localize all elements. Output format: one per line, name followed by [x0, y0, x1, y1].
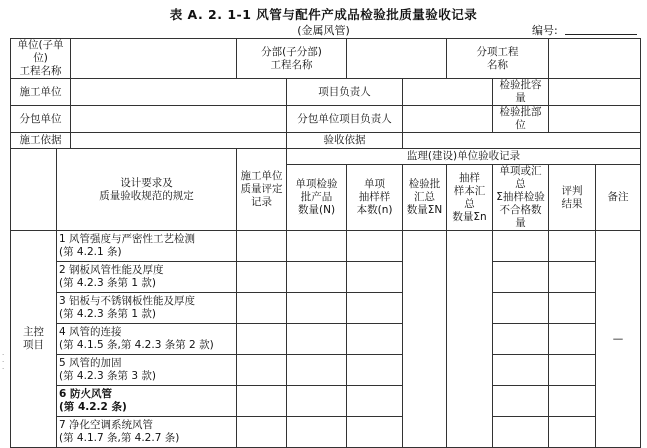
result-cell[interactable]: [549, 293, 596, 324]
item-reference: (第 4.1.7 条,第 4.2.7 条): [59, 432, 180, 444]
binding-margin-mark: · · ·: [2, 351, 5, 373]
nonconforming-cell[interactable]: [493, 386, 549, 417]
batch-location-label: 检验批部位: [493, 106, 549, 133]
batch-capacity-value[interactable]: [549, 79, 641, 106]
sample-qty-cell[interactable]: [347, 293, 403, 324]
sample-total-header: 抽样 样本汇总 数量Σn: [447, 165, 493, 231]
table-row: [11, 386, 641, 417]
item-project-value[interactable]: [549, 39, 641, 79]
main-control-label: 主控 项目: [11, 231, 57, 448]
product-qty-cell[interactable]: [287, 355, 347, 386]
item-reference: (第 4.1.5 条,第 4.2.3 条第 2 款): [59, 339, 214, 351]
item-title: 4 风管的连接: [59, 326, 122, 338]
table-row: [11, 355, 641, 386]
construction-eval-cell[interactable]: [237, 386, 287, 417]
table-row: [11, 324, 641, 355]
subcontract-manager-value[interactable]: [403, 106, 493, 133]
sample-qty-cell[interactable]: [347, 417, 403, 448]
sub-project-value[interactable]: [347, 39, 447, 79]
item-title: 7 净化空调系统风管: [59, 419, 154, 431]
construction-eval-cell[interactable]: [237, 324, 287, 355]
construction-eval-cell[interactable]: [237, 355, 287, 386]
product-qty-header: 单项检验 批产品 数量(N): [287, 165, 347, 231]
result-cell[interactable]: [549, 231, 596, 262]
construction-unit-label: 施工单位: [11, 79, 71, 106]
design-requirements-header: 设计要求及 质量验收规范的规定: [57, 149, 237, 231]
item-title: 1 风管强度与严密性工艺检测: [59, 233, 196, 245]
construction-eval-cell[interactable]: [237, 231, 287, 262]
batch-capacity-label: 检验批容量: [493, 79, 549, 106]
result-cell[interactable]: [549, 262, 596, 293]
project-manager-label: 项目负责人: [287, 79, 403, 106]
subcontract-unit-value[interactable]: [71, 106, 287, 133]
item-reference: (第 4.2.2 条): [59, 401, 127, 413]
construction-basis-label: 施工依据: [11, 133, 71, 149]
supervision-header: 监理(建设)单位验收记录: [287, 149, 641, 165]
construction-eval-cell[interactable]: [237, 262, 287, 293]
project-manager-value[interactable]: [403, 79, 493, 106]
product-qty-cell[interactable]: [287, 386, 347, 417]
product-qty-cell[interactable]: [287, 293, 347, 324]
remarks-cell: —: [596, 231, 641, 448]
item-reference: (第 4.2.3 条第 1 款): [59, 277, 156, 289]
item-description: [57, 386, 237, 417]
remarks-header: 备注: [596, 165, 641, 231]
sample-qty-header: 单项 抽样样 本数(n): [347, 165, 403, 231]
product-qty-cell[interactable]: [287, 417, 347, 448]
number-label: 编号:: [532, 24, 558, 37]
result-cell[interactable]: [549, 386, 596, 417]
item-title: 6 防火风管: [59, 388, 112, 400]
document-subtitle: (金属风管): [297, 24, 350, 37]
result-cell[interactable]: [549, 355, 596, 386]
item-title: 3 铝板与不锈钢板性能及厚度: [59, 295, 196, 307]
subcontract-manager-label: 分包单位项目负责人: [287, 106, 403, 133]
table-row: [11, 293, 641, 324]
acceptance-basis-label: 验收依据: [287, 133, 403, 149]
item-reference: (第 4.2.3 条第 1 款): [59, 308, 156, 320]
document-title: 表 A. 2. 1-1 风管与配件产成品检验批质量验收记录: [169, 7, 478, 22]
construction-eval-header: 施工单位 质量评定 记录: [237, 149, 287, 231]
item-description: [57, 262, 237, 293]
category-header-blank: [11, 149, 57, 231]
item-project-label: 分项工程 名称: [447, 39, 549, 79]
construction-unit-value[interactable]: [71, 79, 287, 106]
sample-qty-cell[interactable]: [347, 231, 403, 262]
product-qty-cell[interactable]: [287, 262, 347, 293]
item-reference: (第 4.2.1 条): [59, 246, 122, 258]
sample-qty-cell[interactable]: [347, 262, 403, 293]
item-title: 5 风管的加固: [59, 357, 122, 369]
subcontract-unit-label: 分包单位: [11, 106, 71, 133]
item-description: [57, 324, 237, 355]
construction-basis-value[interactable]: [71, 133, 287, 149]
table-row: [11, 231, 641, 262]
product-qty-cell[interactable]: [287, 231, 347, 262]
table-row: [11, 262, 641, 293]
nonconforming-cell[interactable]: [493, 231, 549, 262]
nonconforming-cell[interactable]: [493, 324, 549, 355]
sub-project-label: 分部(子分部) 工程名称: [237, 39, 347, 79]
product-qty-cell[interactable]: [287, 324, 347, 355]
unit-project-value[interactable]: [71, 39, 237, 79]
nonconforming-cell[interactable]: [493, 293, 549, 324]
nonconforming-cell[interactable]: [493, 417, 549, 448]
number-field[interactable]: [565, 34, 637, 35]
inspection-record-table: [10, 38, 641, 448]
nonconforming-cell[interactable]: [493, 355, 549, 386]
item-description: [57, 355, 237, 386]
item-description: [57, 293, 237, 324]
sample-total-cell[interactable]: [447, 231, 493, 448]
sample-qty-cell[interactable]: [347, 324, 403, 355]
construction-eval-cell[interactable]: [237, 293, 287, 324]
batch-total-header: 检验批 汇总 数量ΣN: [403, 165, 447, 231]
item-title: 2 钢板风管性能及厚度: [59, 264, 164, 276]
sample-qty-cell[interactable]: [347, 386, 403, 417]
unit-project-label: 单位(子单位) 工程名称: [11, 39, 71, 79]
acceptance-basis-value[interactable]: [403, 133, 641, 149]
construction-eval-cell[interactable]: [237, 417, 287, 448]
batch-location-value[interactable]: [549, 106, 641, 133]
table-row: [11, 417, 641, 448]
nonconforming-cell[interactable]: [493, 262, 549, 293]
result-cell[interactable]: [549, 324, 596, 355]
nonconforming-header: 单项或汇总 Σ抽样检验 不合格数量: [493, 165, 549, 231]
item-description: [57, 417, 237, 448]
item-description: [57, 231, 237, 262]
result-header: 评判 结果: [549, 165, 596, 231]
result-cell[interactable]: [549, 417, 596, 448]
item-reference: (第 4.2.3 条第 3 款): [59, 370, 156, 382]
sample-qty-cell[interactable]: [347, 355, 403, 386]
batch-total-cell[interactable]: [403, 231, 447, 448]
